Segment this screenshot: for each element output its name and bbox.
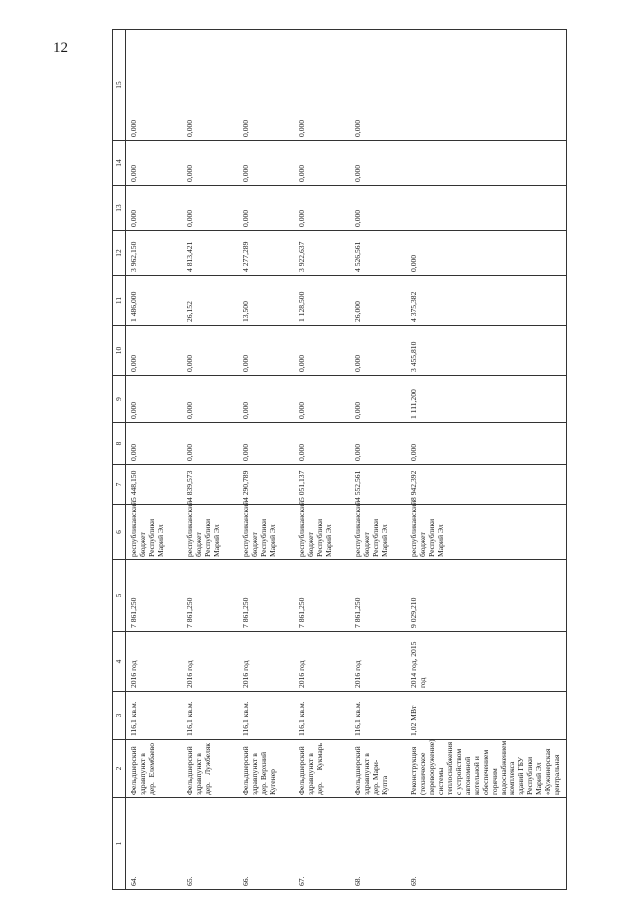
col-9-value: 0,000 (182, 376, 238, 423)
estimated-cost: 7 861,250 (126, 560, 183, 632)
col-11-value: 26,152 (182, 276, 238, 326)
col-15-value (406, 30, 567, 141)
page-number: 12 (53, 40, 68, 56)
table-row (406, 30, 567, 890)
estimated-cost: 7 861,250 (182, 560, 238, 632)
header-cell: 1 (113, 798, 126, 890)
header-cell: 10 (113, 326, 126, 376)
col-8-value: 0,000 (350, 423, 406, 465)
header-cell: 6 (113, 505, 126, 560)
col-7-value: 4 839,573 (182, 465, 238, 505)
construction-period: 2014 год, 2015 год (406, 632, 567, 692)
row-number: 67. (294, 798, 350, 890)
col-14-value: 0,000 (350, 141, 406, 186)
col-9-value: 0,000 (238, 376, 294, 423)
col-14-value: 0,000 (126, 141, 183, 186)
col-12-value: 4 526,561 (350, 231, 406, 276)
capacity: 116,1 кв.м. (126, 692, 183, 740)
col-13-value: 0,000 (350, 186, 406, 231)
object-name: Фельдшерский здравпункт в дер. Верхний Кугенер (238, 740, 294, 798)
object-name: Реконструкция (техническое перевооружение) системы теплоснабжения с устройством автономной котельной и обеспечением горячим водоснабжением комплекса зданий ГБУ Республики Марий Эл «Кужинерская центральная (406, 740, 567, 798)
col-10-value: 0,000 (126, 326, 183, 376)
col-12-value: 3 922,637 (294, 231, 350, 276)
col-10-value: 3 455,810 (406, 326, 567, 376)
header-cell: 13 (113, 186, 126, 231)
object-name: Фельдшерский здравпункт в дер. Кукмарь (294, 740, 350, 798)
col-10-value: 0,000 (182, 326, 238, 376)
col-10-value: 0,000 (350, 326, 406, 376)
col-13-value (406, 186, 567, 231)
construction-period: 2016 год (350, 632, 406, 692)
table-row (294, 30, 350, 890)
col-13-value: 0,000 (126, 186, 183, 231)
funding-source: республиканский бюджет Республики Марий Эл (406, 505, 567, 560)
col-7-value: 8 942,392 (406, 465, 567, 505)
funding-source: республиканский бюджет Республики Марий Эл (238, 505, 294, 560)
col-15-value: 0,000 (182, 30, 238, 141)
table-row (350, 30, 406, 890)
col-9-value: 0,000 (126, 376, 183, 423)
col-15-value: 0,000 (126, 30, 183, 141)
object-name: Фельдшерский здравпункт в дер. Мари-Купта (350, 740, 406, 798)
col-12-value: 3 962,150 (126, 231, 183, 276)
capacity: 116,1 кв.м. (182, 692, 238, 740)
col-13-value: 0,000 (182, 186, 238, 231)
col-9-value: 0,000 (350, 376, 406, 423)
funding-source: республиканский бюджет Республики Марий Эл (294, 505, 350, 560)
header-cell: 14 (113, 141, 126, 186)
funding-source: республиканский бюджет Республики Марий Эл (182, 505, 238, 560)
col-14-value: 0,000 (238, 141, 294, 186)
capacity: 1,02 МВт (406, 692, 567, 740)
estimated-cost: 7 861,250 (350, 560, 406, 632)
estimated-cost: 7 861,250 (294, 560, 350, 632)
col-13-value: 0,000 (294, 186, 350, 231)
object-name: Фельдшерский здравпункт в дер. Елембаево (126, 740, 183, 798)
row-number: 68. (350, 798, 406, 890)
capacity: 116,1 кв.м. (238, 692, 294, 740)
table-row (126, 30, 183, 890)
capacity: 116,1 кв.м. (350, 692, 406, 740)
estimated-cost: 9 029,210 (406, 560, 567, 632)
row-number: 66. (238, 798, 294, 890)
col-13-value: 0,000 (238, 186, 294, 231)
program-table (112, 29, 567, 890)
construction-period: 2016 год (182, 632, 238, 692)
header-cell: 11 (113, 276, 126, 326)
col-9-value: 0,000 (294, 376, 350, 423)
col-15-value: 0,000 (294, 30, 350, 141)
col-7-value: 4 290,789 (238, 465, 294, 505)
row-number: 69. (406, 798, 567, 890)
header-cell: 2 (113, 740, 126, 798)
header-cell: 8 (113, 423, 126, 465)
header-cell: 15 (113, 30, 126, 141)
table-body (126, 30, 567, 890)
construction-period: 2016 год (126, 632, 183, 692)
col-15-value: 0,000 (350, 30, 406, 141)
construction-period: 2016 год (238, 632, 294, 692)
col-14-value (406, 141, 567, 186)
col-14-value: 0,000 (182, 141, 238, 186)
col-12-value: 0,000 (406, 231, 567, 276)
col-8-value: 0,000 (294, 423, 350, 465)
capacity: 116,1 кв.м. (294, 692, 350, 740)
header-row (113, 30, 126, 890)
col-14-value: 0,000 (294, 141, 350, 186)
header-cell: 9 (113, 376, 126, 423)
header-cell: 12 (113, 231, 126, 276)
col-15-value: 0,000 (238, 30, 294, 141)
col-7-value: 5 051,137 (294, 465, 350, 505)
row-number: 64. (126, 798, 183, 890)
funding-source: республиканский бюджет Республики Марий Эл (350, 505, 406, 560)
estimated-cost: 7 861,250 (238, 560, 294, 632)
col-8-value: 0,000 (406, 423, 567, 465)
col-11-value: 1 486,000 (126, 276, 183, 326)
col-7-value: 5 448,150 (126, 465, 183, 505)
col-11-value: 13,500 (238, 276, 294, 326)
construction-period: 2016 год (294, 632, 350, 692)
col-7-value: 4 552,561 (350, 465, 406, 505)
col-8-value: 0,000 (182, 423, 238, 465)
col-12-value: 4 813,421 (182, 231, 238, 276)
rotated-table-container (112, 30, 639, 890)
col-11-value: 26,000 (350, 276, 406, 326)
table-row (238, 30, 294, 890)
col-12-value: 4 277,289 (238, 231, 294, 276)
col-9-value: 1 111,200 (406, 376, 567, 423)
col-10-value: 0,000 (294, 326, 350, 376)
table-row (182, 30, 238, 890)
col-8-value: 0,000 (126, 423, 183, 465)
col-8-value: 0,000 (238, 423, 294, 465)
header-cell: 3 (113, 692, 126, 740)
col-11-value: 4 375,382 (406, 276, 567, 326)
header-cell: 5 (113, 560, 126, 632)
col-11-value: 1 128,500 (294, 276, 350, 326)
header-cell: 7 (113, 465, 126, 505)
object-name: Фельдшерский здравпункт в дер. Лужбеляк (182, 740, 238, 798)
col-10-value: 0,000 (238, 326, 294, 376)
row-number: 65. (182, 798, 238, 890)
header-cell: 4 (113, 632, 126, 692)
funding-source: республиканский бюджет Республики Марий Эл (126, 505, 183, 560)
